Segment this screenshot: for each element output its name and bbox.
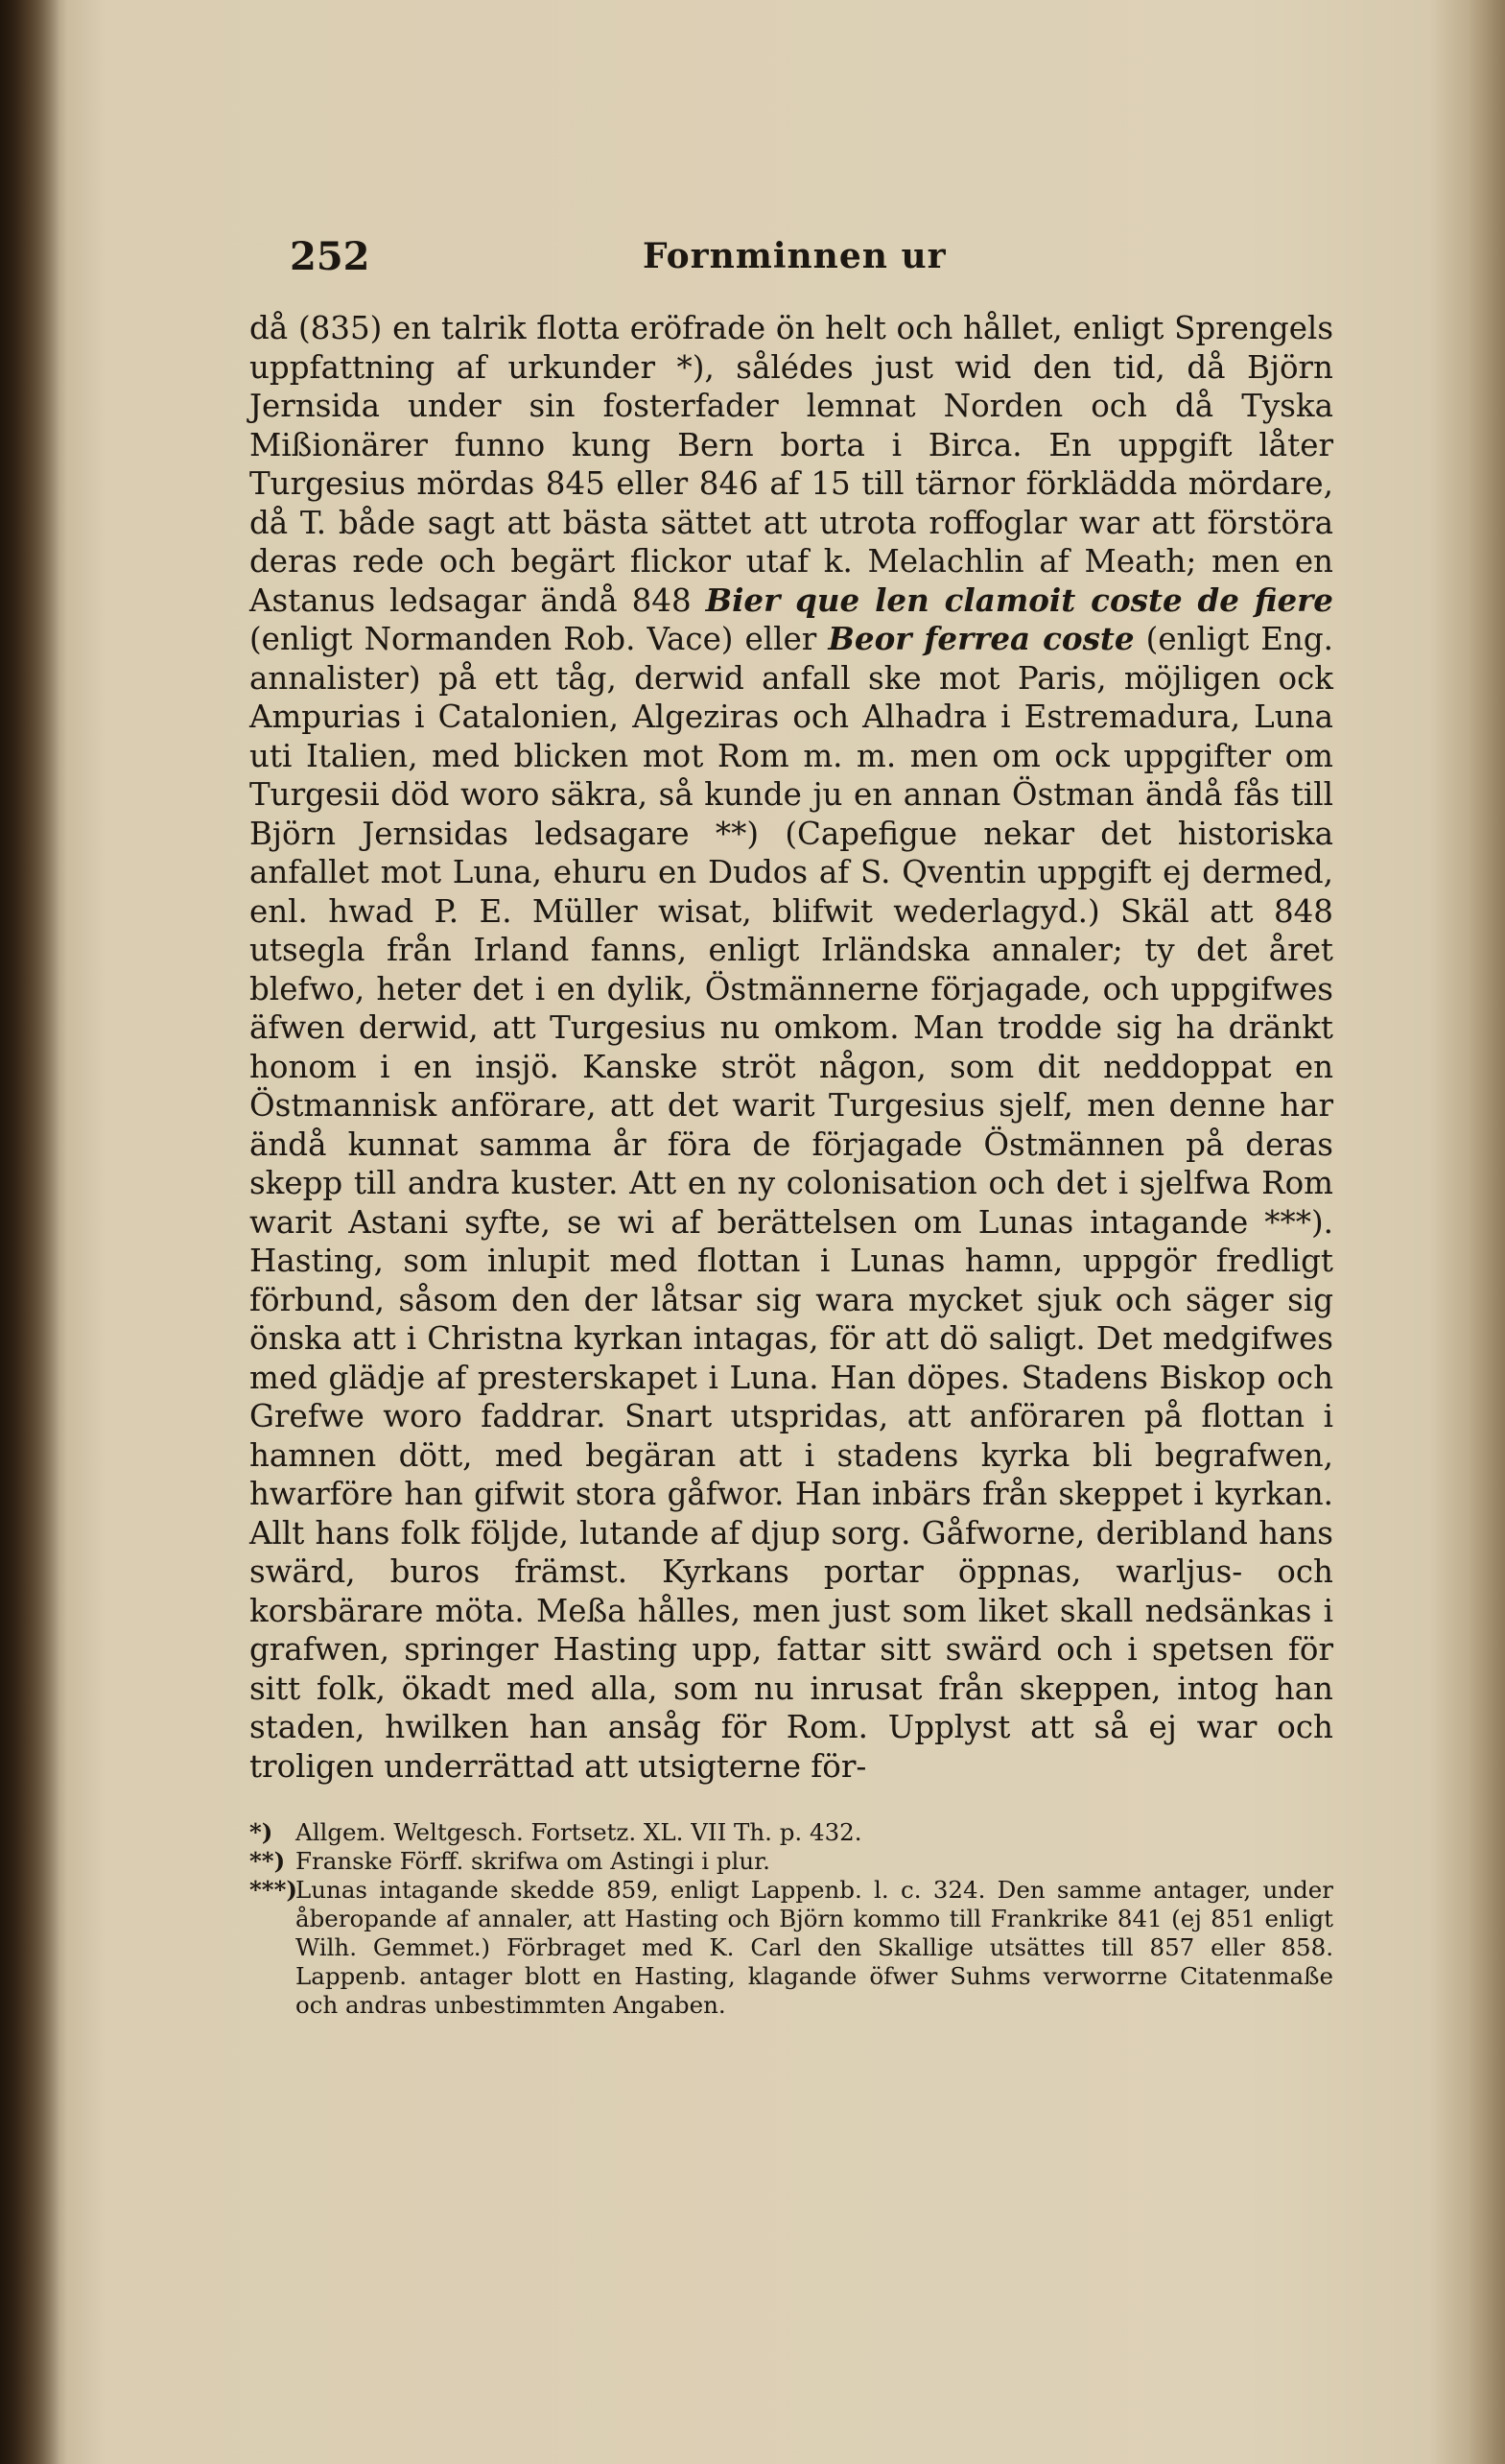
footnote-1-text: Allgem. Weltgesch. Fortsetz. XL. VII Th. p. 432.	[295, 1818, 862, 1846]
italic-quote-2: Beor ferrea coste	[828, 620, 1135, 657]
footnote-3-mark: ***)	[249, 1876, 298, 1904]
body-text-part-1: då (835) en talrik flotta eröfrade ön helt och hållet, enligt Sprengels uppfattning af urkunder *), sålédes just wid den tid, då Björn Jernsida under sin fosterfader lemnat Norden och då Tyska Mißionärer funno kung Bern borta i Birca. En uppgift låter Turgesius mördas 845 eller 846 af 15 till tärnor förklädda mördare, då T. både sagt att bästa sättet att utrota roffoglar war att förstöra deras rede och begärt flickor utaf k. Melachlin af Meath; men en Astanus ledsagar ändå 848	[249, 310, 1333, 619]
footnote-2-text: Franske Förff. skrifwa om Astingi i plur.	[295, 1847, 770, 1875]
footnote-1	[249, 1818, 1333, 1847]
italic-quote-1: Bier que len clamoit coste de fiere	[705, 580, 1333, 619]
page-number: 252	[290, 234, 370, 279]
footnote-2	[249, 1847, 1333, 1876]
footnotes	[249, 1818, 1333, 2020]
footnote-3	[249, 1876, 1333, 2020]
footnote-1-mark: *)	[249, 1818, 273, 1846]
body-text-part-3: (enligt Eng. annalister) på ett tåg, derwid anfall ske mot Paris, möjligen ock Ampurias i Catalonien, Algeziras och Alhadra i Estremadura, Luna uti Italien, med blicken mot Rom m. m. men om ock uppgifter om Turgesii död woro säkra, så kunde ju en annan Östman ändå fås till Björn Jernsidas ledsagare **) (Capefigue nekar det historiska anfallet mot Luna, ehuru en Dudos af S. Qventin uppgift ej dermed, enl. hwad P. E. Müller wisat, blifwit wederlagyd.) Skäl att 848 utsegla från Irland fanns, enligt Irländska annaler; ty det året blefwo, heter det i en dylik, Östmännerne förjagade, och uppgifwes äfwen derwid, att Turgesius nu omkom. Man trodde sig ha dränkt honom i en insjö. Kanske ströt någon, som dit neddoppat en Östmannisk anförare, att det warit Turgesius sjelf, men denne har ändå kunnat samma år föra de förjagade Östmännen på deras skepp till andra kuster. Att en ny colonisation och det i sjelfwa Rom warit Astani syfte, se wi af berättelsen om Lunas intagande ***). Hasting, som inlupit med flottan i Lunas hamn, uppgör fredligt förbund, såsom den der låtsar sig wara mycket sjuk och säger sig önska att i Christna kyrkan intagas, för att dö saligt. Det medgifwes med glädje af presterskapet i Luna. Han döpes. Stadens Biskop och Grefwe woro faddrar. Snart utspridas, att anföraren på flottan i hamnen dött, med begäran att i stadens kyrka bli begrafwen, hwarföre han gifwit stora gåfwor. Han inbärs från skeppet i kyrkan. Allt hans folk följde, lutande af djup sorg. Gåfworne, deribland hans swärd, buros främst. Kyrkans portar öppnas, warljus- och korsbärare möta. Meßa hålles, men just som liket skall nedsänkas i grafwen, springer Hasting upp, fattar sitt swärd och i spetsen för sitt folk, ökadt med alla, som nu inrusat från skeppen, intog han staden, hwilken han ansåg för Rom. Upplyst att så ej war och troligen underrättad att utsigterne för-	[249, 621, 1333, 1785]
footnote-2-mark: **)	[249, 1847, 286, 1875]
body-paragraph	[249, 309, 1333, 1786]
page-header	[249, 230, 1333, 288]
body-text-part-2: (enligt Normanden Rob. Vace) eller	[249, 621, 817, 657]
running-head: Fornminnen ur	[643, 236, 947, 276]
footnote-3-text: Lunas intagande skedde 859, enligt Lappenb. l. c. 324. Den samme antager, under åberopande af annaler, att Hasting och Björn kommo till Frankrike 841 (ej 851 enligt Wilh. Gemmet.) Förbraget med K. Carl den Skallige utsättes till 857 eller 858. Lappenb. antager blott en Hasting, klagande öfwer Suhms verworrne Citatenmaße och andras unbestimmten Angaben.	[295, 1876, 1333, 2019]
book-page	[249, 230, 1333, 2020]
